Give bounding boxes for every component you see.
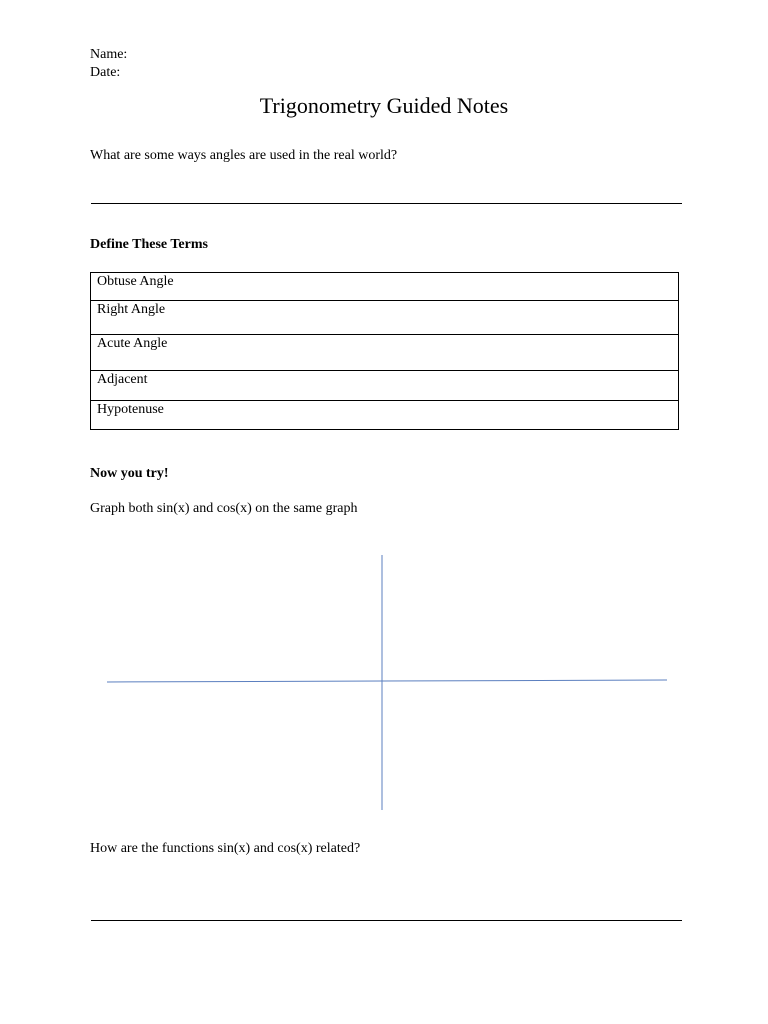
term-cell [91, 401, 679, 430]
term-cell [91, 335, 679, 371]
define-terms-heading: Define These Terms [90, 237, 208, 252]
x-axis [107, 680, 667, 682]
table-row [91, 301, 679, 335]
term-adjacent: Adjacent [97, 372, 148, 387]
term-acute-angle: Acute Angle [97, 336, 168, 351]
term-cell [91, 371, 679, 401]
table-row [91, 371, 679, 401]
answer-line-1 [91, 203, 682, 204]
question-real-world: What are some ways angles are used in the real world? [90, 148, 398, 163]
table-row [91, 401, 679, 430]
table-row [91, 273, 679, 301]
question-related: How are the functions sin(x) and cos(x) related? [90, 841, 361, 856]
term-hypotenuse: Hypotenuse [97, 402, 164, 417]
term-right-angle: Right Angle [97, 302, 166, 317]
term-obtuse-angle: Obtuse Angle [97, 274, 174, 289]
answer-line-2 [91, 920, 682, 921]
name-label: Name: [90, 47, 128, 62]
date-label: Date: [90, 65, 121, 80]
page-title: Trigonometry Guided Notes [259, 93, 509, 118]
term-cell [91, 301, 679, 335]
table-row [91, 335, 679, 371]
blank-axes-graph [100, 550, 675, 815]
terms-table [90, 272, 679, 430]
term-cell [91, 273, 679, 301]
now-you-try-heading: Now you try! [90, 466, 169, 481]
graph-instruction: Graph both sin(x) and cos(x) on the same graph [90, 501, 358, 516]
